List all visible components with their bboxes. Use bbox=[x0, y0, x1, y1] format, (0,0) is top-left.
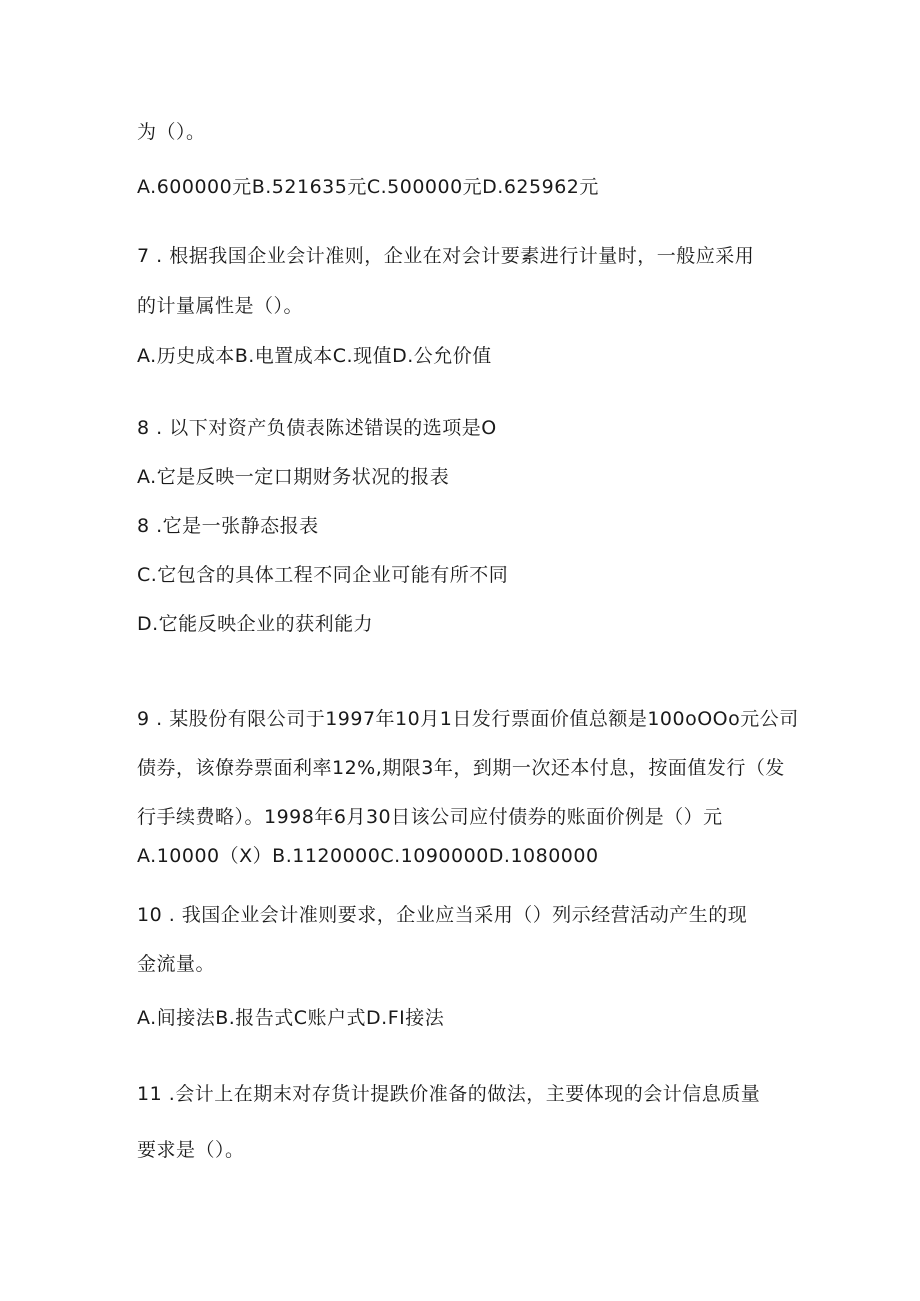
question-11-stem-cont: 要求是（）。 bbox=[137, 1139, 245, 1161]
question-9-stem: 9 . 某股份有限公司于1997年10月1日发行票面价值总额是100oOOo元公司 bbox=[137, 708, 799, 730]
question-10-stem-cont: 金流量。 bbox=[137, 953, 216, 975]
question-8-option-c: C.它包含的具体工程不同企业可能有所不同 bbox=[137, 564, 509, 586]
question-10-stem: 10 . 我国企业会计准则要求，企业应当采用（）列示经营活动产生的现 bbox=[137, 904, 748, 926]
question-7-stem-cont: 的计量属性是（）。 bbox=[137, 295, 304, 317]
question-9-stem-cont-1: 债券，该僚券票面利率12%,期限3年，到期一次还本付息，按面值发行（发 bbox=[137, 757, 785, 779]
question-8-stem: 8 . 以下对资产负债表陈述错误的选项是O bbox=[137, 417, 497, 439]
question-9-stem-cont-2: 行手续费略）。1998年6月30日该公司应付债券的账面价例是（）元 bbox=[137, 806, 723, 828]
question-7-options: A.历史成本B.电置成本C.现值D.公允价值 bbox=[137, 345, 492, 367]
question-11-stem: 11 .会计上在期末对存货计提跌价准备的做法，主要体现的会计信息质量 bbox=[137, 1083, 761, 1105]
question-8-option-d: D.它能反映企业的获利能力 bbox=[137, 613, 374, 635]
question-6-stem-end: 为（）。 bbox=[137, 121, 206, 143]
question-8-option-b: 8 .它是一张静态报表 bbox=[137, 515, 319, 537]
question-10-options: A.间接法B.报告式C账户式D.FI接法 bbox=[137, 1007, 445, 1029]
question-9-options: A.10000（X）B.1120000C.1090000D.1080000 bbox=[137, 845, 599, 867]
question-7-stem: 7 . 根据我国企业会计准则，企业在对会计要素进行计量时，一般应采用 bbox=[137, 245, 755, 267]
question-6-options: A.600000元B.521635元C.500000元D.625962元 bbox=[137, 176, 599, 198]
question-8-option-a: A.它是反映一定口期财务状况的报表 bbox=[137, 466, 450, 488]
